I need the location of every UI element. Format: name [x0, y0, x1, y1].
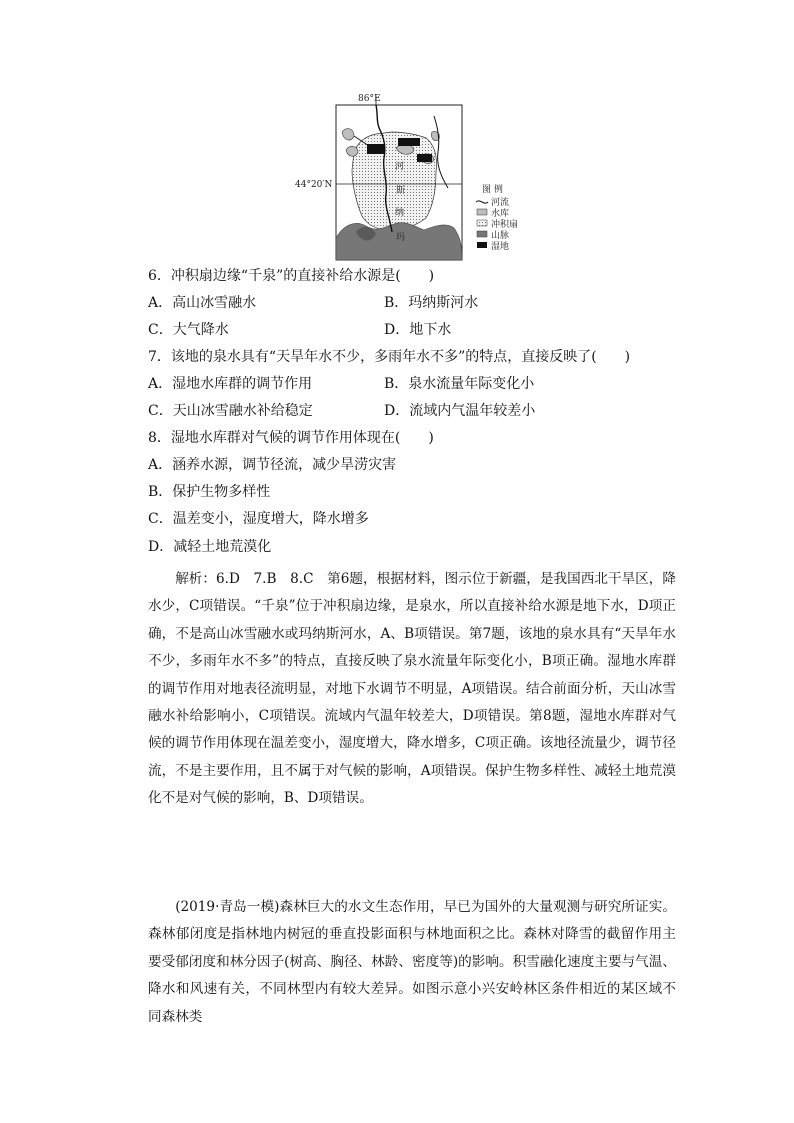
- question-7-option-b: B．泉水流量年际变化小: [384, 376, 535, 392]
- next-material-text: (2019·青岛一模)森林巨大的水文生态作用，早已为国外的大量观测与研究所证实。森林郁闭度是指林地内树冠的垂直投影面积与林地面积之比。森林对降雪的截留作用主要受郁闭度和林分因子(树高、胸径、林龄、密度等)的影响。积雪融化速度主要与气温、降水和风速有关，不同林型内有较大差异。如图示意小兴安岭林区条件相近的某区域不同森林类: [148, 899, 676, 1025]
- legend-wetland-label: 湿地: [491, 242, 510, 252]
- analysis-section: [148, 566, 676, 813]
- question-8-option-a: A．涵养水源，调节径流，减少旱涝灾害: [148, 457, 397, 473]
- legend-fan-symbol: [477, 220, 487, 226]
- map-figure: [292, 92, 532, 264]
- question-6-option-b: B．玛纳斯河水: [384, 295, 479, 311]
- analysis-text: 解析：6.D 7.B 8.C 第6题，根据材料，图示位于新疆，是我国西北干旱区，降水少，C项错误。“千泉”位于冲积扇边缘，是泉水，所以直接补给水源是地下水，D项正确，不是高山冰雪融水或玛纳斯河水，A、B项错误。第7题，该地的泉水具有“天旱年水不少，多雨年水不多”的特点，直接反映了泉水流量年际变化小，B项正确。湿地水库群的调节作用对地表径流明显，对地下水调节不明显，A项错误。结合前面分析，天山冰雪融水补给影响小，C项错误。流域内气温年较差大，D项错误。第8题，湿地水库群对气候的调节作用体现在温差变小，湿度增大，降水增多，C项正确。该地径流量少，调节径流，不是主要作用，且不属于对气候的影响，A项错误。保护生物多样性、减轻土地荒漠化不是对气候的影响，B、D项错误。: [148, 571, 676, 807]
- longitude-label: 86°E: [358, 94, 381, 104]
- question-7-option-a: A．湿地水库群的调节作用: [148, 376, 313, 392]
- next-material-section: [148, 894, 676, 1031]
- wetland-2: [398, 138, 420, 146]
- question-6-option-a: A．高山冰雪融水: [148, 295, 257, 311]
- legend-fan-label: 冲积扇: [491, 220, 519, 230]
- legend-river-label: 河流: [491, 198, 510, 208]
- question-6-option-d: D．地下水: [384, 322, 452, 338]
- river-char-1: 河: [395, 162, 405, 172]
- question-8-option-b: B．保护生物多样性: [148, 484, 271, 500]
- legend-river-symbol: [476, 201, 488, 203]
- legend-reservoir-label: 水库: [491, 209, 510, 219]
- wetland-3: [417, 154, 432, 162]
- legend-title: 图 例: [482, 185, 503, 195]
- legend-reservoir-symbol: [477, 209, 487, 215]
- river-char-4: 玛: [396, 233, 406, 243]
- question-8-stem: 8．湿地水库群对气候的调节作用体现在( ): [148, 430, 434, 446]
- map-legend: [476, 183, 518, 252]
- question-7-stem: 7．该地的泉水具有“天旱年水不少，多雨年水不多”的特点，直接反映了( ): [148, 349, 631, 365]
- question-6-stem: 6．冲积扇边缘“千泉”的直接补给水源是( ): [148, 268, 435, 284]
- question-8-option-c: C．温差变小，湿度增大，降水增多: [148, 511, 369, 527]
- question-6-option-c: C．大气降水: [148, 322, 229, 338]
- question-8-option-d: D．减轻土地荒漠化: [148, 539, 272, 555]
- legend-mountain-symbol: [477, 231, 487, 237]
- river-char-2: 斯: [396, 186, 406, 196]
- map-svg: [292, 92, 532, 264]
- river-char-3: 纳: [395, 208, 405, 218]
- latitude-label: 44°20′N: [295, 180, 333, 190]
- legend-mountain-label: 山脉: [491, 231, 510, 241]
- legend-wetland-symbol: [477, 242, 487, 248]
- wetland-1: [367, 144, 385, 154]
- question-7-option-c: C．天山冰雪融水补给稳定: [148, 403, 313, 419]
- question-7-option-d: D．流域内气温年较差小: [384, 403, 536, 419]
